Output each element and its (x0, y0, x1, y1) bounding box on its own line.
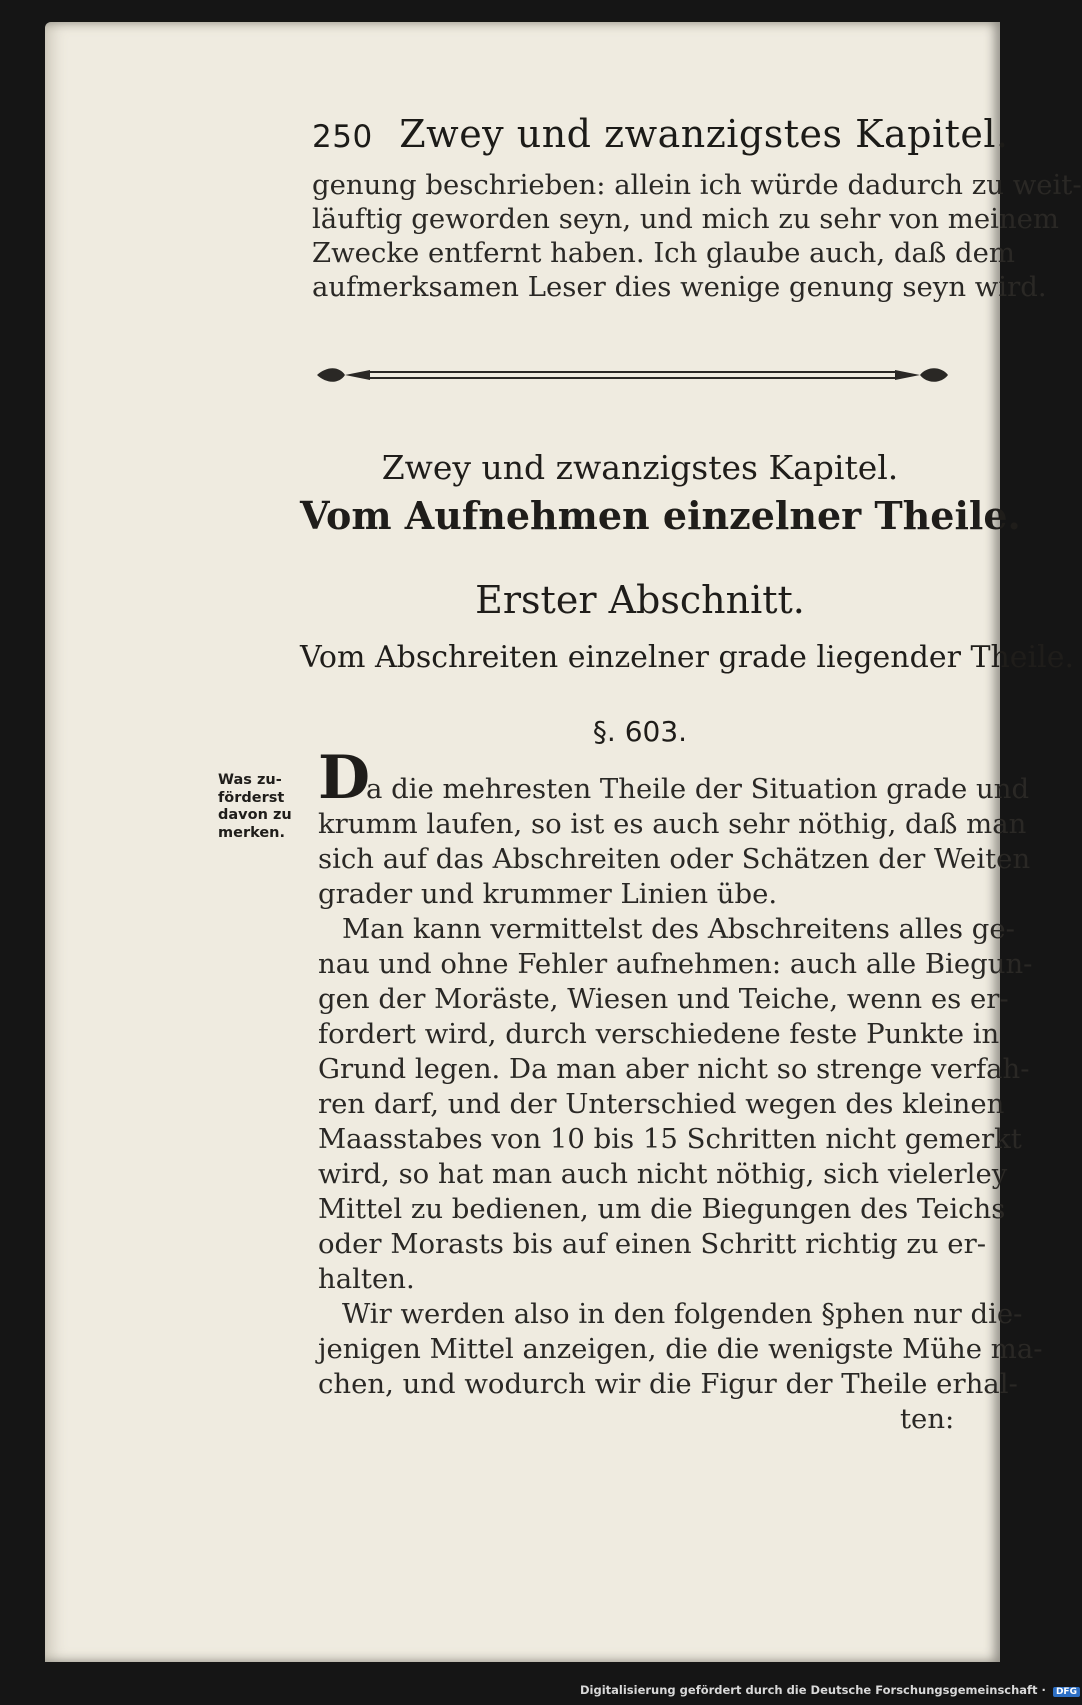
text-line: läuftig geworden seyn, und mich zu sehr von meinem (312, 203, 1060, 235)
text-line: wird, so hat man auch nicht nöthig, sich vielerley (318, 1158, 1008, 1190)
margin-note (218, 772, 310, 843)
text-line: Grund legen. Da man aber nicht so strenge verfah- (318, 1053, 1030, 1085)
margin-note-line: davon zu (218, 807, 292, 824)
text-line: Zwecke entfernt haben. Ich glaube auch, daß dem (312, 237, 1015, 269)
text-line: genung beschrieben: allein ich würde dadurch zu weit- (312, 169, 1082, 201)
text-line: nau und ohne Fehler aufnehmen: auch alle Biegun- (318, 948, 1033, 980)
text-line: Mittel zu bedienen, um die Biegungen des Teichs (318, 1193, 1006, 1225)
digitization-footer (580, 1683, 1080, 1697)
ornamental-rule (315, 362, 950, 388)
text-line: halten. (318, 1263, 415, 1295)
margin-note-line: merken. (218, 825, 286, 842)
text-line: oder Morasts bis auf einen Schritt richtig zu er- (318, 1228, 987, 1260)
text-line: krumm laufen, so ist es auch sehr nöthig, daß man (318, 808, 1027, 840)
page-number: 250 (312, 119, 373, 155)
text-line: grader und krummer Linien übe. (318, 878, 778, 910)
drop-cap: D (318, 743, 371, 813)
section-subtitle: Vom Abschreiten einzelner grade liegender Theile. (300, 640, 1075, 675)
text-line: ren darf, und der Unterschied wegen des kleinen (318, 1088, 1005, 1120)
dfg-logo: DFG (1053, 1687, 1080, 1697)
text-line: aufmerksamen Leser dies wenige genung seyn wird. (312, 271, 1047, 303)
catchword: ten: (900, 1403, 955, 1435)
margin-note-line: förderst (218, 789, 285, 806)
paragraph-number: §. 603. (592, 715, 688, 748)
text-line: Man kann vermittelst des Abschreitens alles ge- (342, 913, 1015, 945)
running-head-title: Zwey und zwanzigstes Kapitel. (399, 112, 1009, 156)
section-title: Erster Abschnitt. (475, 578, 805, 622)
running-head (312, 112, 1009, 156)
text-line: chen, und wodurch wir die Figur der Theile erhal- (318, 1368, 1018, 1400)
text-line: jenigen Mittel anzeigen, die die wenigste Mühe ma- (318, 1333, 1043, 1365)
chapter-title: Zwey und zwanzigstes Kapitel. (381, 448, 899, 487)
text-line: sich auf das Abschreiten oder Schätzen der Weiten (318, 843, 1031, 875)
text-line: fordert wird, durch verschiedene feste Punkte in (318, 1018, 1000, 1050)
chapter-subtitle: Vom Aufnehmen einzelner Theile. (300, 493, 1021, 538)
footer-text: Digitalisierung gefördert durch die Deutsche Forschungsgemeinschaft · (580, 1683, 1046, 1697)
text-line: a die mehresten Theile der Situation grade und (366, 773, 1030, 805)
text-line: Maasstabes von 10 bis 15 Schritten nicht gemerkt (318, 1123, 1022, 1155)
margin-note-line: Was zu- (218, 772, 282, 788)
text-line: Wir werden also in den folgenden §phen nur die- (342, 1298, 1023, 1330)
text-line: gen der Moräste, Wiesen und Teiche, wenn es er- (318, 983, 1009, 1015)
